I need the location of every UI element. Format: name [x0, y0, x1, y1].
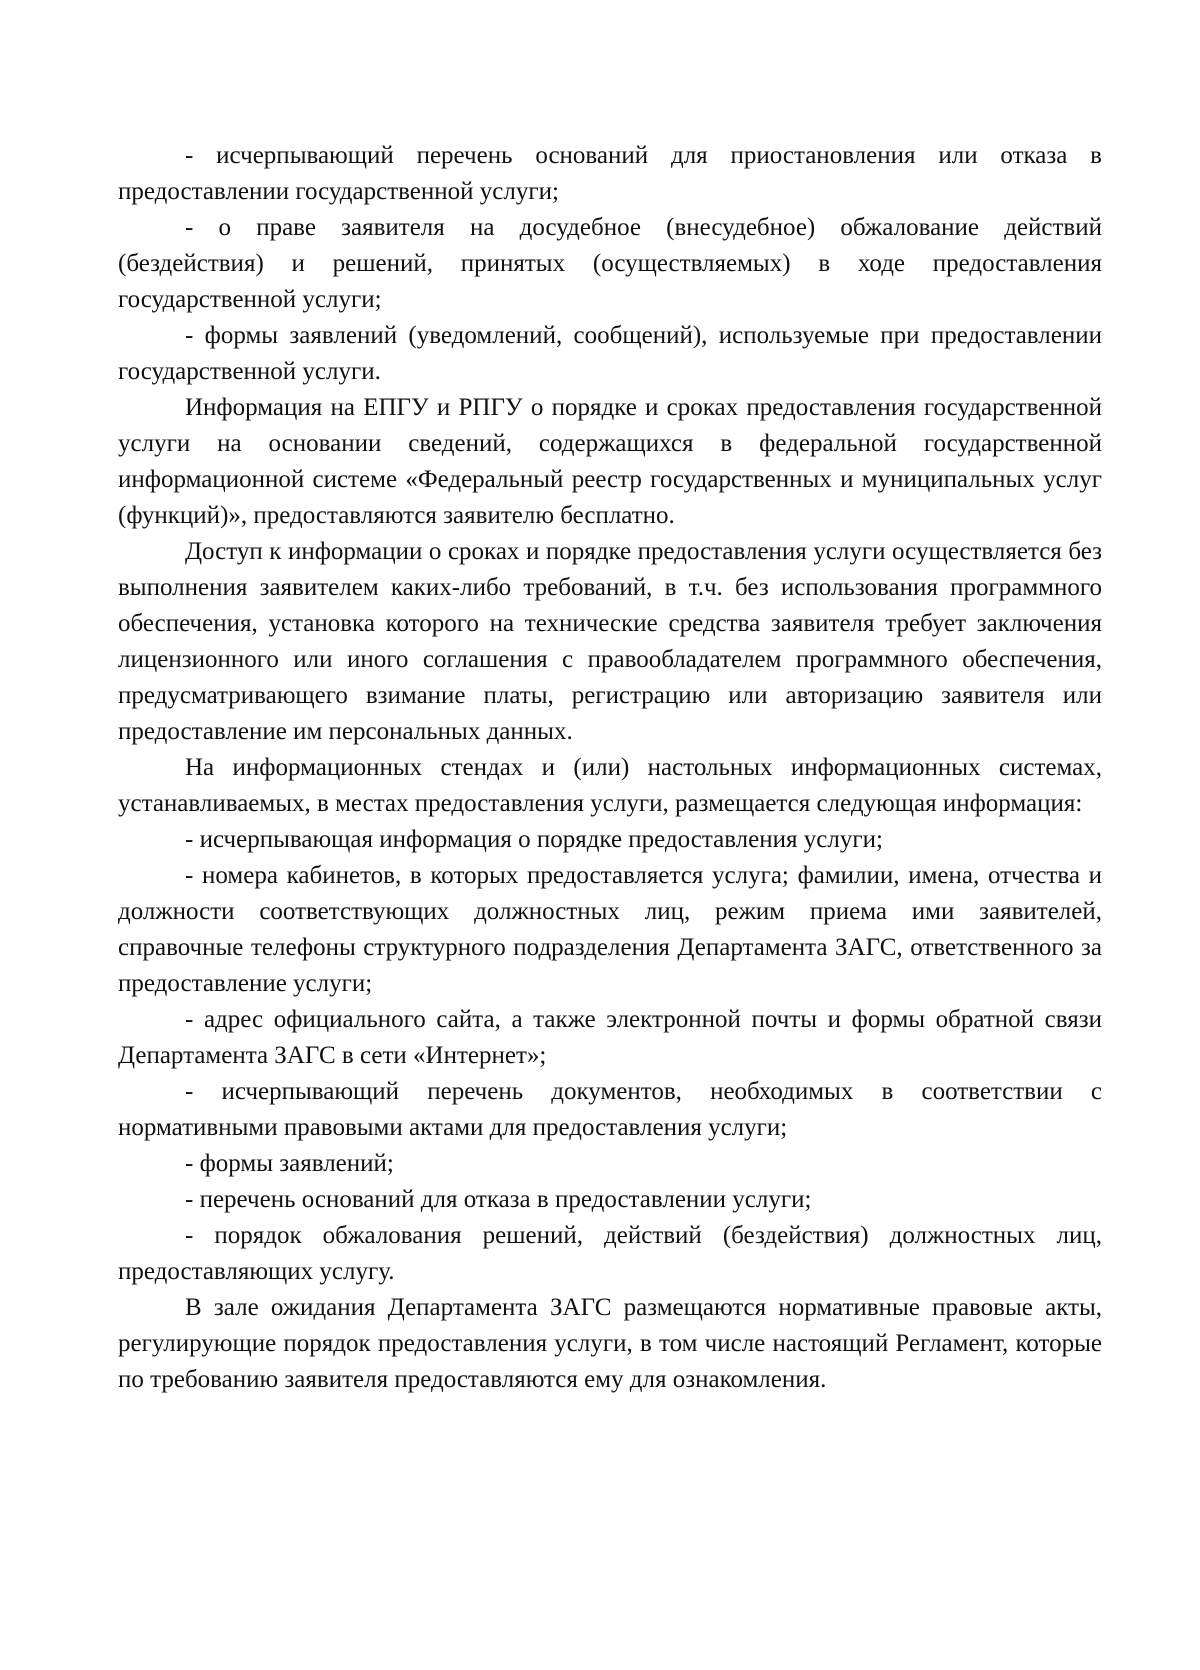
list-item-appeal-procedure: - порядок обжалования решений, действий (бездействия) должностных лиц, предоставляющих услугу.	[118, 1222, 1102, 1285]
paragraph-appeal-right: - о праве заявителя на досудебное (внесудебное) обжалование действий (бездействия) и решений, принятых (осуществляемых) в ходе предоставления государственной услуги;	[118, 214, 1102, 313]
paragraph-access-info: Доступ к информации о сроках и порядке предоставления услуги осуществляется без выполнения заявителем каких-либо требований, в т.ч. без использования программного обеспечения, установка которого на технические средства заявителя требует заключения лицензионного или иного соглашения с правообладателем программного обеспечения, предусматривающего взимание платы, регистрацию или авторизацию заявителя или предоставление им персональных данных.	[118, 538, 1102, 745]
list-item-documents-list: - исчерпывающий перечень документов, необходимых в соответствии с нормативными правовыми актами для предоставления услуги;	[118, 1078, 1102, 1141]
paragraph-epgu-info: Информация на ЕПГУ и РПГУ о порядке и сроках предоставления государственной услуги на основании сведений, содержащихся в федеральной государственной информационной системе «Федеральный реестр государственных и муниципальных услуг (функций)», предоставляются заявителю бесплатно.	[118, 394, 1102, 529]
paragraph-info-stands: На информационных стендах и (или) настольных информационных системах, устанавливаемых, в местах предоставления услуги, размещается следующая информация:	[118, 754, 1102, 817]
list-item-forms: - формы заявлений;	[185, 1150, 394, 1177]
paragraph-application-forms: - формы заявлений (уведомлений, сообщений), используемые при предоставлении государственной услуги.	[118, 322, 1102, 385]
list-item-refusal-list: - перечень оснований для отказа в предоставлении услуги;	[185, 1186, 812, 1213]
list-item-offices-contacts: - номера кабинетов, в которых предоставляется услуга; фамилии, имена, отчества и должности соответствующих должностных лиц, режим приема ими заявителей, справочные телефоны структурного подразделения Департамента ЗАГС, ответственного за предоставление услуги;	[118, 862, 1102, 997]
paragraph-waiting-hall: В зале ожидания Департамента ЗАГС размещаются нормативные правовые акты, регулирующие порядок предоставления услуги, в том числе настоящий Регламент, которые по требованию заявителя предоставляются ему для ознакомления.	[118, 1294, 1102, 1393]
document-body	[118, 138, 1102, 1398]
paragraph-refusal-grounds: - исчерпывающий перечень оснований для приостановления или отказа в предоставлении государственной услуги;	[118, 142, 1102, 205]
list-item-procedure-info: - исчерпывающая информация о порядке предоставления услуги;	[185, 826, 883, 853]
list-item-website-email: - адрес официального сайта, а также электронной почты и формы обратной связи Департамента ЗАГС в сети «Интернет»;	[118, 1006, 1102, 1069]
